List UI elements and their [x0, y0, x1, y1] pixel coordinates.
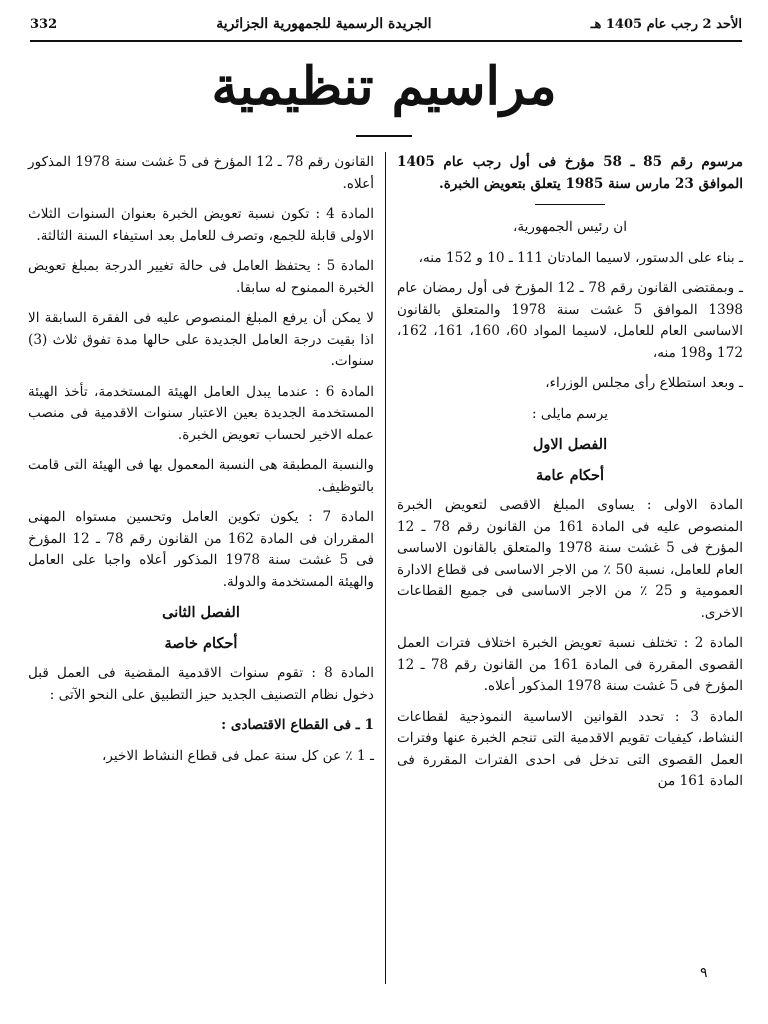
decree-title: مرسوم رقم 85 ـ 58 مؤرخ فى أول رجب عام 1405 الموافق 23 مارس سنة 1985 يتعلق بتعويض الخبرة. [397, 154, 743, 192]
journal-title: الجريدة الرسمية للجمهورية الجزائرية [216, 16, 432, 32]
article-3: المادة 3 : تحدد القوانين الاساسية النموذجية لقطاعات النشاط، كيفيات تقويم الاقدمية التى تنجم الخبرة عنها وفترات العمل القصوى التى تدخل فى احدى الفترات المقررة فى المادة 161 من [397, 708, 743, 789]
right-column [397, 152, 743, 802]
page-number: 332 [30, 16, 58, 32]
header-rule [30, 40, 742, 42]
section-banner: مراسيم تنظيمية [211, 56, 557, 117]
chapter-2-title: الفصل الثانى [162, 604, 240, 621]
item-1-percent: ـ 1 ٪ عن كل سنة عمل فى قطاع النشاط الاخير، [102, 747, 374, 764]
article-6: المادة 6 : عندما يبدل العامل الهيئة المستخدمة، تأخذ الهيئة المستخدمة الجديدة بعين الاعتبار سنوات الاقدمية فى منصب عمله الاخير لحساب تعويض الخبرة. [28, 383, 375, 443]
president-line: ان رئيس الجمهورية، [512, 219, 628, 235]
article-5: المادة 5 : يحتفظ العامل فى حالة تغيير الدرجة بمبلغ تعويض الخبرة الممنوح له سابقا. [28, 258, 375, 296]
decrees-line: يرسم مايلى : [532, 405, 608, 422]
chapter-1-title: الفصل الاول [532, 436, 608, 453]
article-2: المادة 2 : تختلف نسبة تعويض الخبرة اختلاف فترات العمل القصوى المقررة فى المادة 161 من القانون رقم 78 ـ 12 المؤرخ فى 5 غشت سنة 1978 المذكور أعلاه. [397, 635, 744, 694]
article-5-paragraph-2: لا يمكن أن يرفع المبلغ المنصوص عليه فى الفقرة السابقة الا اذا بقيت درجة العامل الجديدة على حالها مدة تفوق ثلاث (3) سنوات. [28, 310, 374, 369]
article-7: المادة 7 : يكون تكوين العامل وتحسين مستواه المهنى المقرران فى المادة 162 من القانون رقم 78 ـ 12 المؤرخ فى 5 غشت سنة 1978 المذكور أعلاه واجبا على العامل والهيئة المستخدمة والدولة. [28, 509, 375, 590]
title-rule [535, 204, 605, 205]
article-1: المادة الاولى : يساوى المبلغ الاقصى لتعويض الخبرة المنصوص عليه فى المادة 161 من القانون رقم 78 ـ 12 المؤرخ فى 5 غشت سنة 1978 والمتعلق بالقانون الاساسى العام للعامل، نسبة 50 ٪ من الاجر الاساسى فى قطاع الادارة العمومية و 25 ٪ من الاجر الاساسى فى جميع القطاعات الاخرى. [397, 497, 744, 621]
basis-law: ـ وبمقتضى القانون رقم 78 ـ 12 المؤرخ فى أول رمضان عام 1398 الموافق 5 غشت سنة 1978 والمتعلق بالقانون الاساسى العام للعامل، لاسيما المواد 60، 160، 161، 162، 172 و198 منه، [397, 280, 744, 361]
chapter-1-subtitle: أحكام عامة [535, 466, 605, 484]
banner-rule [356, 135, 412, 137]
basis-constitution: ـ بناء على الدستور، لاسيما المادتان 111 ـ 10 و 152 منه، [418, 249, 743, 266]
article-3-continued: القانون رقم 78 ـ 12 المؤرخ فى 5 غشت سنة 1978 المذكور أعلاه. [28, 154, 375, 192]
issue-date: الأحد 2 رجب عام 1405 هـ [590, 16, 742, 32]
article-8: المادة 8 : تقوم سنوات الاقدمية المقضية فى العمل قبل دخول نظام التصنيف الجديد حيز التطبيق على النحو الآتى : [28, 665, 375, 703]
page-mark: ٩ [700, 965, 708, 981]
basis-council: ـ وبعد استطلاع رأى مجلس الوزراء، [545, 375, 743, 391]
column-divider [385, 152, 386, 984]
article-6-paragraph-2: والنسبة المطبقة هى النسبة المعمول بها فى الهيئة التى قامت بالتوظيف. [28, 457, 374, 495]
section-economic: 1 ـ فى القطاع الاقتصادى : [221, 717, 374, 733]
article-4: المادة 4 : تكون نسبة تعويض الخبرة بعنوان السنوات الثلاث الاولى قابلة للجمع، وتصرف للعامل بعد استيفاء السنة الثالثة. [28, 206, 374, 244]
chapter-2-subtitle: أحكام خاصة [164, 634, 238, 652]
page-header [30, 10, 742, 38]
left-column [28, 152, 374, 776]
